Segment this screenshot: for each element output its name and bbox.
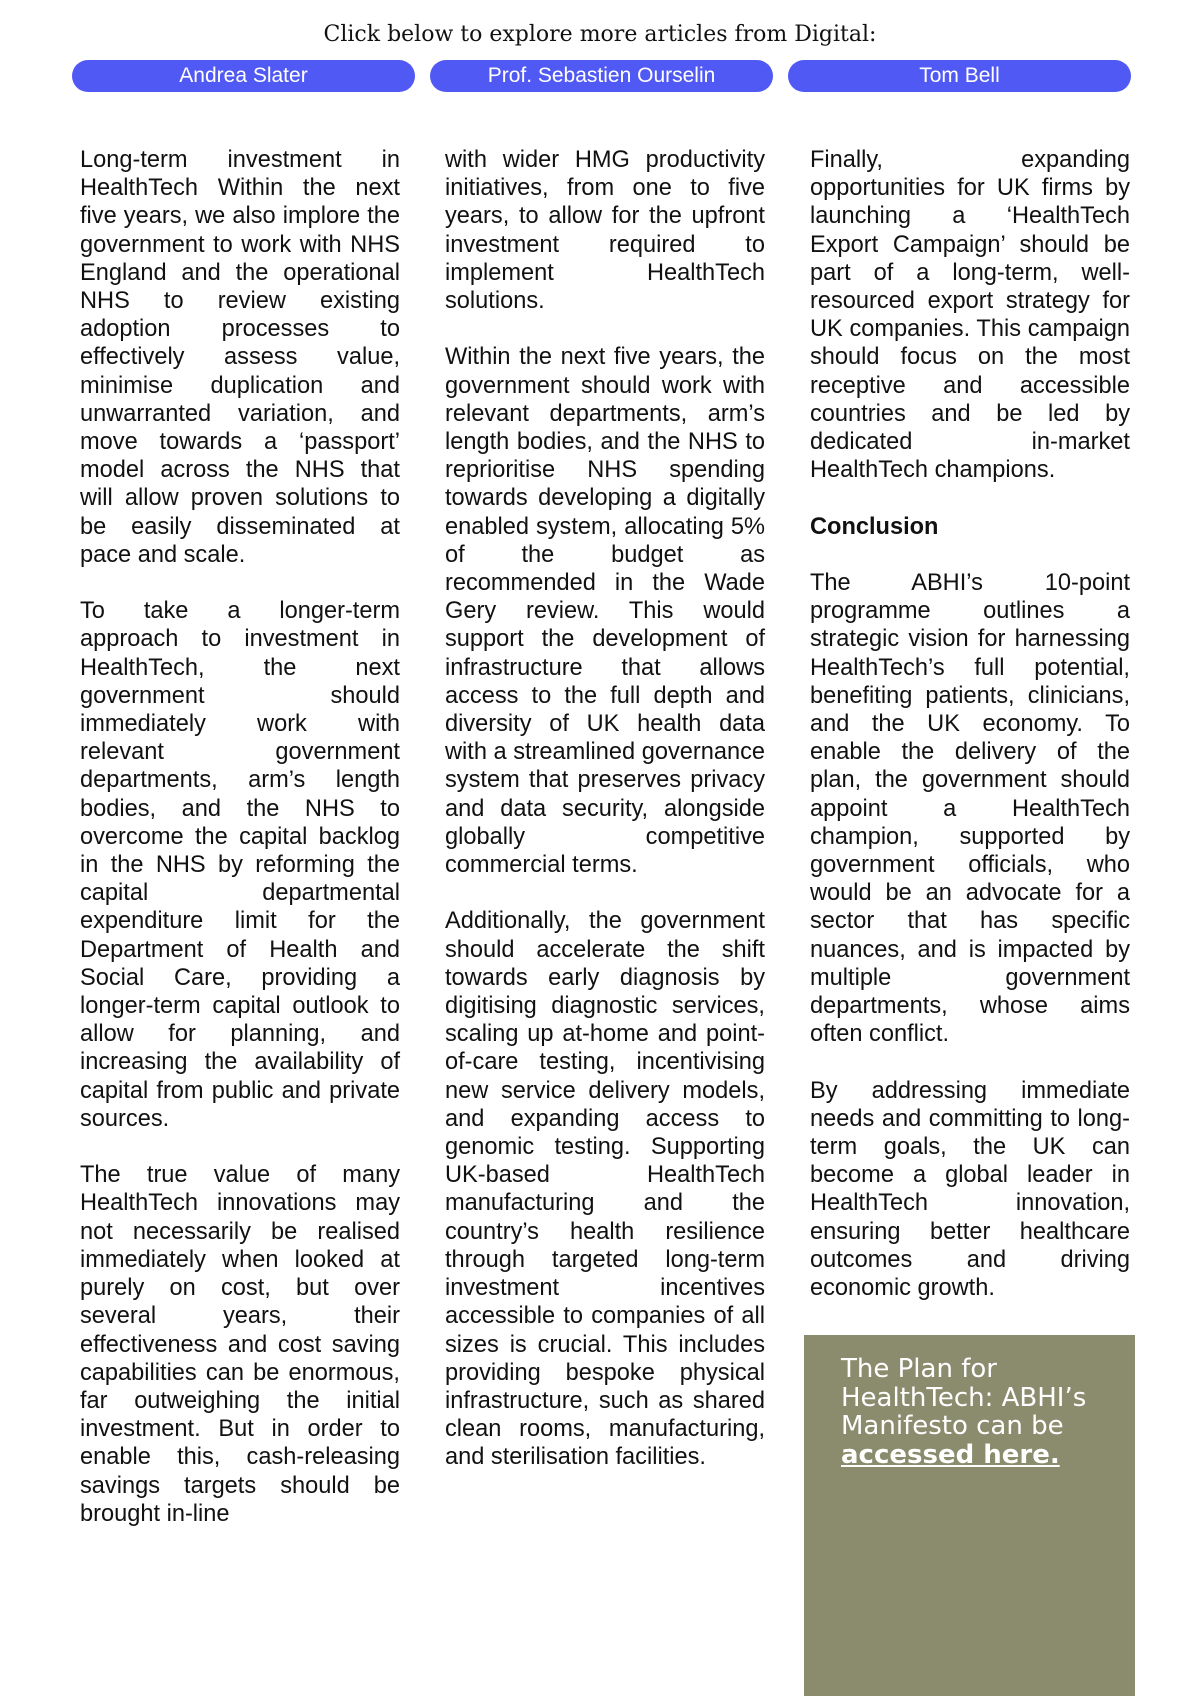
paragraph: Additionally, the government should accelerate the shift towards early diagnosis by digitising diagnostic services, scaling up at-home and point-of-care testing, incentivising new service delivery models, and expanding access to genomic testing. Supporting UK-based HealthTech manufacturing and the country’s health resilience through targeted long-term investment incentives accessible to companies of all sizes is crucial. This includes providing bespoke physical infrastructure, such as shared clean rooms, manufacturing, and sterilisation facilities. (445, 908, 765, 1471)
author-button-sebastien-ourselin[interactable]: Prof. Sebastien Ourselin (430, 60, 773, 92)
paragraph: By addressing immediate needs and committing to long-term goals, the UK can become a global leader in HealthTech innovation, ensuring better healthcare outcomes and driving economic growth. (810, 1077, 1130, 1302)
manifesto-promo-box (804, 1335, 1135, 1696)
author-button-andrea-slater[interactable]: Andrea Slater (72, 60, 415, 92)
promo-text-lead: The Plan for HealthTech: ABHI’s Manifesto can be (841, 1354, 1087, 1441)
article-column-1 (80, 146, 400, 1556)
manifesto-link[interactable]: accessed here. (841, 1439, 1060, 1470)
paragraph: To take a longer-term approach to investment in HealthTech, the next government should immediately work with relevant government departments, arm’s length bodies, and the NHS to overcome the capital backlog in the NHS by reforming the capital departmental expenditure limit for the Department of Health and Social Care, providing a longer-term capital outlook to allow for planning, and increasing the availability of capital from public and private sources. (80, 598, 400, 1132)
conclusion-heading: Conclusion (810, 513, 939, 540)
paragraph: The true value of many HealthTech innovations may not necessarily be realised immediately when looked at purely on cost, but over several years, their effectiveness and cost saving capabilities can be enormous, far outweighing the initial investment. But in order to enable this, cash-releasing savings targets should be brought in-line (80, 1162, 400, 1527)
paragraph: Finally, expanding opportunities for UK firms by launching a ‘HealthTech Export Campaign’ should be part of a long-term, well-resourced export strategy for UK companies. This campaign should focus on the most receptive and accessible countries and be led by dedicated in-market HealthTech champions. (810, 147, 1130, 484)
paragraph: Long-term investment in HealthTech Within the next five years, we also implore the government to work with NHS England and the operational NHS to review existing adoption processes to effectively assess value, minimise duplication and unwarranted variation, and move towards a ‘passport’ model across the NHS that will allow proven solutions to be easily disseminated at pace and scale. (80, 147, 400, 568)
article-column-2 (445, 146, 765, 1500)
paragraph: The ABHI’s 10-point programme outlines a strategic vision for harnessing HealthTech’s full potential, benefiting patients, clinicians, and the UK economy. To enable the delivery of the plan, the government should appoint a HealthTech champion, supported by government officials, who would be an advocate for a sector that has specific nuances, and is impacted by multiple government departments, whose aims often conflict. (810, 570, 1130, 1048)
paragraph: Within the next five years, the government should work with relevant departments, arm’s length bodies, and the NHS to reprioritise NHS spending towards developing a digitally enabled system, allocating 5% of the budget as recommended in the Wade Gery review. This would support the development of infrastructure that allows access to the full depth and diversity of UK health data with a streamlined governance system that preserves privacy and data security, alongside globally competitive commercial terms. (445, 344, 766, 879)
article-column-3 (810, 146, 1130, 1330)
promo-text (841, 1355, 1111, 1469)
author-button-tom-bell[interactable]: Tom Bell (788, 60, 1131, 92)
explore-more-text: Click below to explore more articles from Digital: (323, 22, 877, 47)
paragraph: with wider HMG productivity initiatives, from one to five years, to allow for the upfront investment required to implement HealthTech solutions. (445, 147, 765, 315)
